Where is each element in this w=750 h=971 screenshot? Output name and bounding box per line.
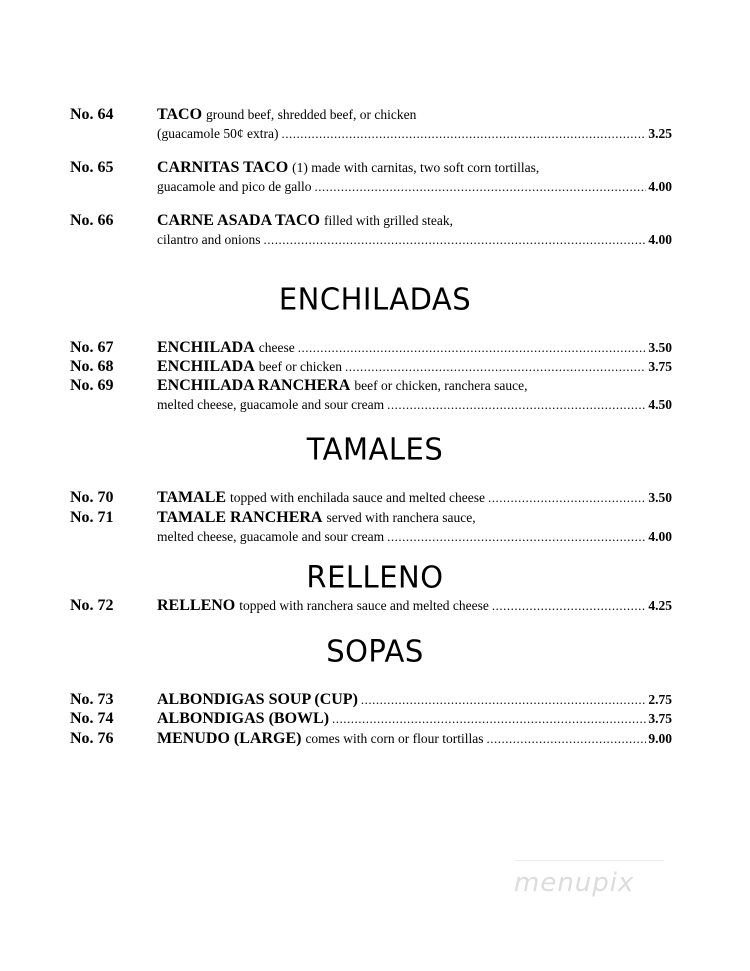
item-description: cilantro and onions [157, 232, 261, 247]
item-price: 3.25 [648, 126, 672, 141]
item-price: 2.75 [648, 692, 672, 707]
item-name: CARNE ASADA TACO [157, 212, 320, 229]
item-number: No. 65 [70, 159, 114, 176]
item-name: TAMALE [157, 489, 227, 506]
watermark-text: menupix [514, 868, 635, 898]
item-number: No. 66 [70, 212, 114, 229]
menu-item-73 [70, 690, 672, 709]
dot-leader [492, 596, 646, 615]
item-price: 9.00 [648, 731, 672, 746]
item-description: (1) made with carnitas, two soft corn tortillas, [292, 160, 540, 175]
section-heading-tamales: TAMALES [306, 431, 444, 467]
item-description: beef or chicken, ranchera sauce, [354, 378, 528, 393]
item-description: melted cheese, guacamole and sour cream [157, 397, 385, 412]
menu-item-67 [70, 338, 672, 357]
dot-leader [263, 230, 646, 249]
menu-item-66 [70, 211, 672, 249]
item-name: ENCHILADA RANCHERA [157, 377, 351, 394]
item-price: 4.25 [648, 598, 672, 613]
item-number: No. 70 [70, 489, 114, 506]
watermark-divider [514, 860, 664, 861]
item-name: MENUDO (LARGE) [157, 730, 302, 747]
menu-item-72 [70, 596, 672, 615]
item-number: No. 73 [70, 691, 114, 708]
item-name: CARNITAS TACO [157, 159, 289, 176]
dot-leader [361, 690, 646, 709]
item-price: 3.75 [648, 359, 672, 374]
item-price: 4.00 [648, 529, 672, 544]
section-heading-sopas: SOPAS [326, 633, 424, 669]
item-price: 3.50 [648, 490, 672, 505]
menu-item-68 [70, 357, 672, 376]
section-heading-relleno: RELLENO [306, 559, 444, 595]
dot-leader [314, 177, 646, 196]
item-name: TAMALE RANCHERA [157, 509, 323, 526]
item-number: No. 72 [70, 597, 114, 614]
item-number: No. 69 [70, 377, 114, 394]
item-number: No. 67 [70, 339, 114, 356]
item-name: ENCHILADA [157, 358, 255, 375]
menu-item-65 [70, 158, 672, 196]
menu-item-76 [70, 729, 672, 748]
item-price: 4.50 [648, 397, 672, 412]
item-name: TACO [157, 106, 203, 123]
dot-leader [332, 709, 646, 728]
dot-leader [487, 729, 647, 748]
item-name: ENCHILADA [157, 339, 255, 356]
menu-item-64 [70, 105, 672, 143]
menupix-watermark [514, 868, 635, 908]
dot-leader [281, 124, 646, 143]
item-description: cheese [258, 340, 295, 355]
dot-leader [488, 488, 646, 507]
menu-item-69 [70, 376, 672, 414]
dot-leader [387, 395, 646, 414]
item-description: melted cheese, guacamole and sour cream [157, 529, 385, 544]
item-price: 4.00 [648, 179, 672, 194]
item-description: beef or chicken [258, 359, 342, 374]
item-description: (guacamole 50¢ extra) [157, 126, 279, 141]
section-heading-enchiladas: ENCHILADAS [278, 281, 472, 317]
dot-leader [298, 338, 647, 357]
item-number: No. 76 [70, 730, 114, 747]
menu-item-70 [70, 488, 672, 507]
item-price: 3.75 [648, 711, 672, 726]
dot-leader [345, 357, 646, 376]
menu-item-71 [70, 508, 672, 546]
item-price: 3.50 [648, 340, 672, 355]
item-description: topped with enchilada sauce and melted cheese [230, 490, 485, 505]
dot-leader [387, 527, 646, 546]
item-number: No. 68 [70, 358, 114, 375]
item-description: guacamole and pico de gallo [157, 179, 312, 194]
item-price: 4.00 [648, 232, 672, 247]
menu-item-74 [70, 709, 672, 728]
item-number: No. 64 [70, 106, 114, 123]
item-description: ground beef, shredded beef, or chicken [206, 107, 417, 122]
item-description: topped with ranchera sauce and melted cheese [239, 598, 489, 613]
item-number: No. 74 [70, 710, 114, 727]
item-description: comes with corn or flour tortillas [305, 731, 484, 746]
item-name: RELLENO [157, 597, 236, 614]
item-name: ALBONDIGAS (BOWL) [157, 710, 330, 727]
item-number: No. 71 [70, 509, 114, 526]
item-name: ALBONDIGAS SOUP (CUP) [157, 691, 358, 708]
item-description: filled with grilled steak, [324, 213, 453, 228]
item-description: served with ranchera sauce, [326, 510, 476, 525]
